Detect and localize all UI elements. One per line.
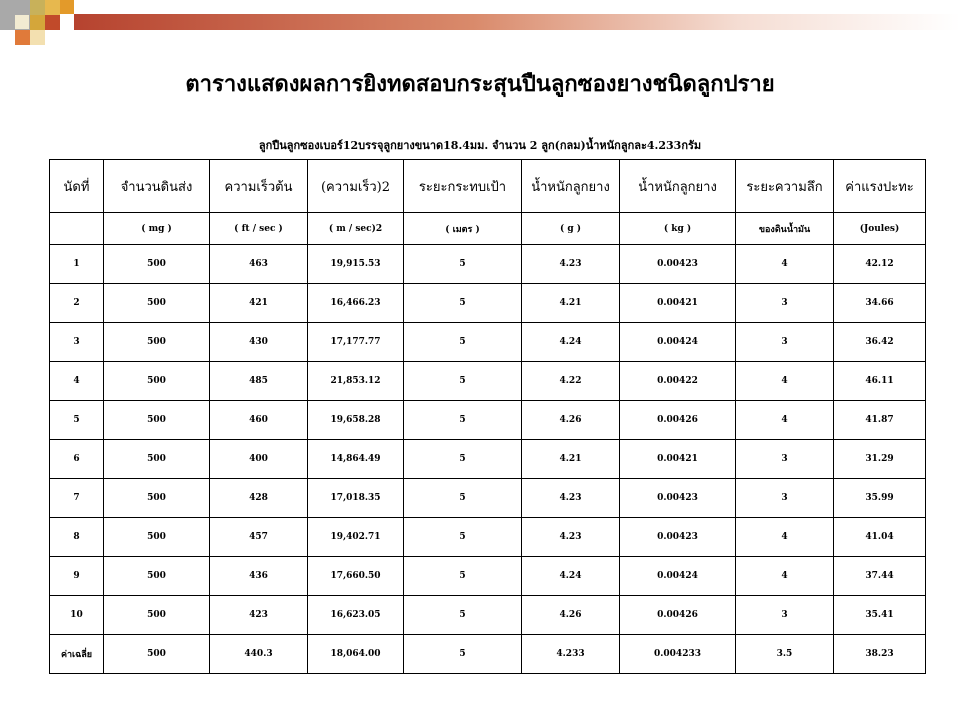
table-cell: 1: [50, 245, 104, 284]
table-cell: 3: [736, 479, 834, 518]
table-cell: 46.11: [834, 362, 926, 401]
table-cell: 17,660.50: [308, 557, 404, 596]
table-cell: 34.66: [834, 284, 926, 323]
table-cell: 500: [104, 557, 210, 596]
table-cell: 5: [404, 401, 522, 440]
table-row: [50, 479, 926, 518]
table-row: [50, 362, 926, 401]
table-cell: 6: [50, 440, 104, 479]
table-cell: 16,466.23: [308, 284, 404, 323]
table-cell: 0.00423: [620, 245, 736, 284]
table-cell: 4: [736, 557, 834, 596]
table-cell: 4.22: [522, 362, 620, 401]
table-cell: 0.00422: [620, 362, 736, 401]
table-cell: 4: [736, 401, 834, 440]
table-cell: 436: [210, 557, 308, 596]
table-cell: 4.26: [522, 596, 620, 635]
table-cell: 5: [404, 557, 522, 596]
column-header: (ความเร็ว)2: [308, 160, 404, 213]
table-cell: 0.00426: [620, 401, 736, 440]
table-cell: 500: [104, 440, 210, 479]
table-cell: 16,623.05: [308, 596, 404, 635]
column-header: ระยะความลึก: [736, 160, 834, 213]
table-cell: 36.42: [834, 323, 926, 362]
table-cell: 37.44: [834, 557, 926, 596]
results-table: [49, 159, 926, 674]
unit-cell: [50, 213, 104, 245]
table-cell: 4.23: [522, 518, 620, 557]
decor-square: [60, 0, 74, 14]
table-cell: 457: [210, 518, 308, 557]
table-cell: 2: [50, 284, 104, 323]
column-header: น้ำหนักลูกยาง: [522, 160, 620, 213]
table-cell: 3: [736, 440, 834, 479]
table-cell: 4.23: [522, 479, 620, 518]
header-row: [50, 160, 926, 213]
table-cell: 5: [404, 284, 522, 323]
table-cell: 500: [104, 323, 210, 362]
column-header: ระยะกระทบเป้า: [404, 160, 522, 213]
decor-square: [15, 15, 29, 29]
page-title: ตารางแสดงผลการยิงทดสอบกระสุนปืนลูกซองยางชนิดลูกปราย: [185, 71, 775, 97]
table-cell: 5: [50, 401, 104, 440]
table-row: [50, 401, 926, 440]
table-cell: 14,864.49: [308, 440, 404, 479]
unit-cell: ( m / sec)2: [308, 213, 404, 245]
header-gradient-bar: [74, 14, 960, 30]
table-cell: 10: [50, 596, 104, 635]
table-cell: 42.12: [834, 245, 926, 284]
table-cell: 19,402.71: [308, 518, 404, 557]
table-cell: 18,064.00: [308, 635, 404, 674]
table-row: [50, 284, 926, 323]
table-cell: 0.00421: [620, 440, 736, 479]
table-cell: 19,915.53: [308, 245, 404, 284]
table-row: [50, 596, 926, 635]
table-cell: 0.00426: [620, 596, 736, 635]
table-cell: 423: [210, 596, 308, 635]
table-cell: 485: [210, 362, 308, 401]
table-cell: 5: [404, 635, 522, 674]
table-cell: 463: [210, 245, 308, 284]
decor-square: [45, 0, 60, 15]
table-cell: 0.00423: [620, 479, 736, 518]
table-cell: 0.004233: [620, 635, 736, 674]
table-row: [50, 245, 926, 284]
table-cell: 3: [50, 323, 104, 362]
table-cell: 21,853.12: [308, 362, 404, 401]
table-cell: 3.5: [736, 635, 834, 674]
table-cell: 4: [736, 245, 834, 284]
table-cell: 500: [104, 596, 210, 635]
unit-cell: ของดินน้ำมัน: [736, 213, 834, 245]
table-cell: 4.21: [522, 440, 620, 479]
table-row: [50, 557, 926, 596]
table-cell: 5: [404, 323, 522, 362]
table-cell: 500: [104, 245, 210, 284]
table-cell: 5: [404, 596, 522, 635]
table-cell: 9: [50, 557, 104, 596]
table-cell: 4.233: [522, 635, 620, 674]
table-cell: 0.00421: [620, 284, 736, 323]
units-row: [50, 213, 926, 245]
column-header: น้ำหนักลูกยาง: [620, 160, 736, 213]
unit-cell: ( เมตร ): [404, 213, 522, 245]
table-cell: 500: [104, 479, 210, 518]
table-cell: 3: [736, 284, 834, 323]
average-row: [50, 635, 926, 674]
table-cell: 4.24: [522, 323, 620, 362]
table-cell: 5: [404, 245, 522, 284]
table-cell: 0.00424: [620, 323, 736, 362]
table-cell: 7: [50, 479, 104, 518]
table-cell: 428: [210, 479, 308, 518]
table-cell: 4.24: [522, 557, 620, 596]
table-cell: 440.3: [210, 635, 308, 674]
page-subtitle: ลูกปืนลูกซองเบอร์12บรรจุลูกยางขนาด18.4มม. จำนวน 2 ลูก(กลม)น้ำหนักลูกละ4.233กรัม: [258, 139, 702, 152]
table-cell: 4.21: [522, 284, 620, 323]
column-header: ค่าแรงปะทะ: [834, 160, 926, 213]
table-cell: 4: [736, 518, 834, 557]
column-header: ความเร็วต้น: [210, 160, 308, 213]
column-header: นัดที่: [50, 160, 104, 213]
table-cell: 500: [104, 401, 210, 440]
table-row: [50, 518, 926, 557]
table-cell: 17,018.35: [308, 479, 404, 518]
decor-square: [30, 15, 45, 30]
unit-cell: ( ft / sec ): [210, 213, 308, 245]
table-cell: 17,177.77: [308, 323, 404, 362]
table-cell: 5: [404, 440, 522, 479]
table-cell: 500: [104, 635, 210, 674]
table-cell: 400: [210, 440, 308, 479]
table-cell: 5: [404, 518, 522, 557]
decor-square: [45, 15, 60, 30]
table-cell: 5: [404, 362, 522, 401]
decor-square: [15, 30, 30, 45]
table-cell: 500: [104, 518, 210, 557]
table-cell: ค่าเฉลี่ย: [50, 635, 104, 674]
table-cell: 8: [50, 518, 104, 557]
table-cell: 430: [210, 323, 308, 362]
table-cell: 35.99: [834, 479, 926, 518]
table-cell: 35.41: [834, 596, 926, 635]
table-cell: 4.23: [522, 245, 620, 284]
unit-cell: ( kg ): [620, 213, 736, 245]
table-cell: 41.04: [834, 518, 926, 557]
decor-square: [30, 0, 45, 15]
table-cell: 4: [736, 362, 834, 401]
table-cell: 421: [210, 284, 308, 323]
table-row: [50, 323, 926, 362]
table-cell: 0.00423: [620, 518, 736, 557]
table-cell: 4: [50, 362, 104, 401]
table-cell: 5: [404, 479, 522, 518]
unit-cell: ( mg ): [104, 213, 210, 245]
decor-square: [30, 30, 45, 45]
table-cell: 500: [104, 362, 210, 401]
table-cell: 38.23: [834, 635, 926, 674]
unit-cell: (Joules): [834, 213, 926, 245]
column-header: จำนวนดินส่ง: [104, 160, 210, 213]
table-cell: 500: [104, 284, 210, 323]
table-cell: 41.87: [834, 401, 926, 440]
table-cell: 19,658.28: [308, 401, 404, 440]
unit-cell: ( g ): [522, 213, 620, 245]
table-cell: 4.26: [522, 401, 620, 440]
table-cell: 0.00424: [620, 557, 736, 596]
table-cell: 460: [210, 401, 308, 440]
table-cell: 3: [736, 323, 834, 362]
table-row: [50, 440, 926, 479]
table-cell: 3: [736, 596, 834, 635]
table-cell: 31.29: [834, 440, 926, 479]
